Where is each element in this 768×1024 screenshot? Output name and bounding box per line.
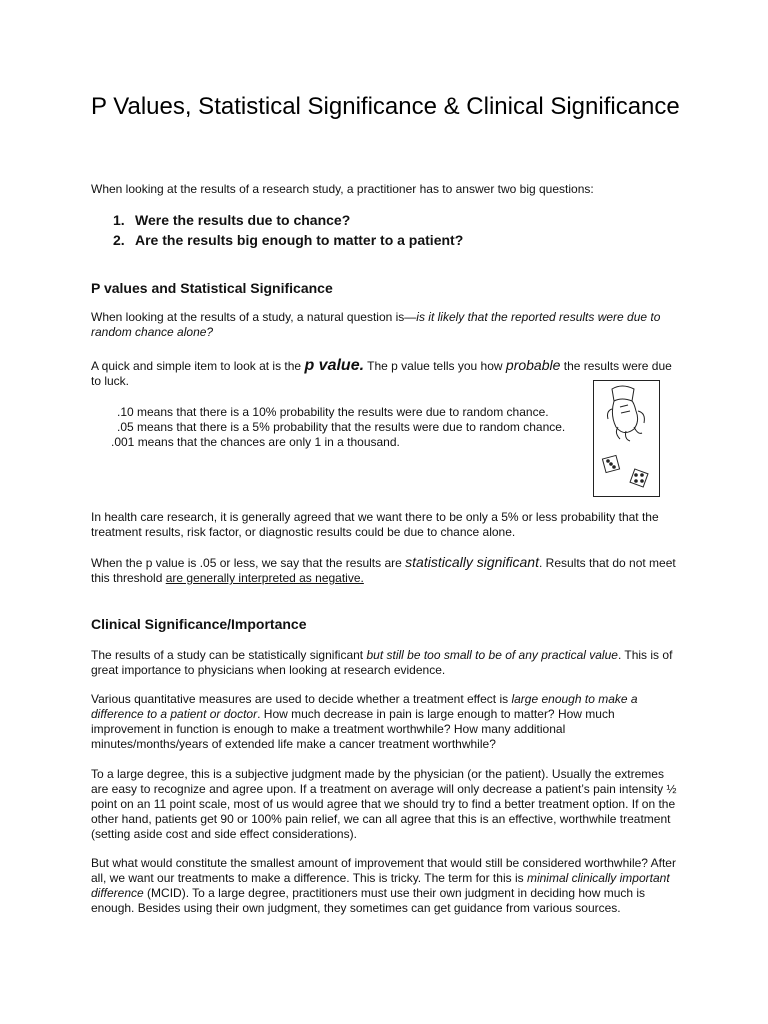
example-line: .05 means that there is a 5% probability that the results were due to random chance. bbox=[117, 420, 566, 434]
paragraph-health-care: In health care research, it is generally agreed that we want there to be only a 5% or less probability that the treatment results, risk factor, or diagnostic results could be due to chance alone. bbox=[91, 510, 659, 539]
example-line: .001 means that the chances are only 1 in a thousand. bbox=[111, 435, 400, 449]
hand-tossing-dice-icon bbox=[593, 380, 660, 497]
page-title: P Values, Statistical Significance & Clinical Significance bbox=[91, 93, 680, 120]
paragraph-quick-item: A quick and simple item to look at is the p value. The p value tells you how probable the results were due to luck. bbox=[91, 357, 672, 388]
paragraph-mcid: But what would constitute the smallest amount of improvement that would still be considered worthwhile? After all, we want our treatments to make a difference. This is tricky. The term for this is minimal clinically important difference (MCID). To a large degree, practitioners must use their own judgment in deciding how much is enough. Besides using their own judgment, they sometimes can get guidance from various sources. bbox=[91, 856, 676, 915]
paragraph-subjective: To a large degree, this is a subjective judgment made by the physician (or the patient). Usually the extremes are easy to recognize and agree upon. If a treatment on average will only decrease a patient’s pain intensity ½ point on an 11 point scale, most of us would agree that we should try to find a better treatment option. If on the other hand, patients get 90 or 100% pain relief, we can all agree that this is an effective, worthwhile treatment (setting aside cost and side effect considerations). bbox=[91, 767, 677, 841]
paragraph-threshold: When the p value is .05 or less, we say that the results are statistically significant. Results that do not meet this threshold are generally interpreted as negative. bbox=[91, 554, 676, 585]
example-line: .10 means that there is a 10% probability the results were due to random chance. bbox=[117, 405, 549, 419]
list-item: 2. Are the results big enough to matter to a patient? bbox=[113, 232, 464, 248]
intro-paragraph: When looking at the results of a research study, a practitioner has to answer two big questions: bbox=[91, 182, 594, 196]
section-heading-clinical: Clinical Significance/Importance bbox=[91, 616, 307, 632]
paragraph-natural-question: When looking at the results of a study, a natural question is—is it likely that the reported results were due to random chance alone? bbox=[91, 310, 661, 339]
paragraph-too-small: The results of a study can be statistically significant but still be too small to be of any practical value. This is of great importance to physicians when looking at research evidence. bbox=[91, 648, 673, 677]
section-heading-p-values: P values and Statistical Significance bbox=[91, 280, 333, 296]
p-value-emphasis: p value. bbox=[304, 357, 365, 374]
list-item: 1. Were the results due to chance? bbox=[113, 212, 351, 228]
questions-list bbox=[113, 210, 463, 250]
paragraph-quantitative: Various quantitative measures are used to decide whether a treatment effect is large enough to make a difference to a patient or doctor. How much decrease in pain is large enough to matter? How much improvement in function is enough to make a treatment worthwhile? How many additional minutes/months/years of extended life make a cancer treatment worthwhile? bbox=[91, 692, 638, 751]
